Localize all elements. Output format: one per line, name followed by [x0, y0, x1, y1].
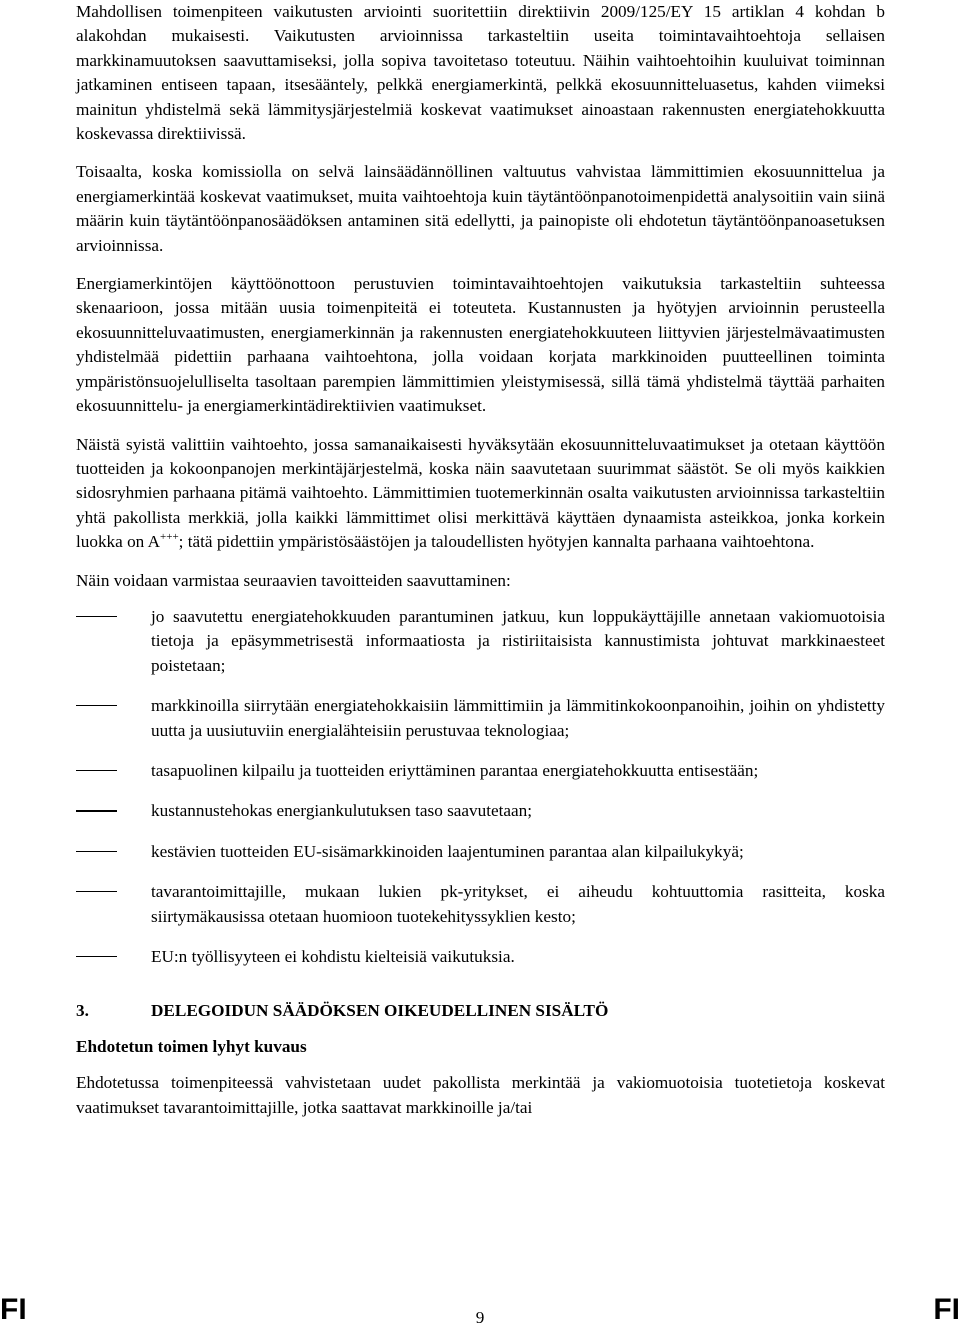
objectives-list [76, 605, 885, 969]
dash-bullet [76, 705, 117, 706]
dash-bullet [76, 851, 117, 852]
paragraph-energy-label-options: Energiamerkintöjen käyttöönottoon perustuvien toimintavaihtoehtojen vaikutuksia tarkasteltiin suhteessa skenaarioon, jossa mitään uusia toimenpiteitä ei toteuteta. Kustannusten ja hyötyjen arvioinnin perusteella ekosuunnitteluvaatimusten, energiamerkinnän ja rakennusten energiatehokkuuteen liittyvien järjestelmävaatimusten yhdistelmää pidettiin parhaana vaihtoehtona, jolla voidaan korjata markkinoiden puutteellinen toiminta ympäristönsuojelulliselta tasoltaan parempien lämmittimien yleistymisessä, sillä tämä yhdistelmä täyttää parhaiten ekosuunnittelu- ja energiamerkintädirektiivien vaatimukset. [76, 274, 885, 416]
paragraph-legal-mandate: Toisaalta, koska komissiolla on selvä lainsäädännöllinen valtuutus vahvistaa lämmittimien ekosuunnittelua ja energiamerkintää koskevat vaatimukset, muita vaihtoehtoja kuin täytäntöönpanotoimenpidettä analysoitiin vain siinä määrin kuin täytäntöönpanosäädöksen antaminen sitä edellytti, ja painopiste oli ehdotetun täytäntöönpanoasetuksen arvioinnissa. [76, 162, 885, 255]
list-item [76, 759, 885, 783]
list-item-text: tavarantoimittajille, mukaan lukien pk-yritykset, ei aiheudu kohtuuttomia rasitteita, koska siirtymäkausissa otetaan huomioon tuotekehityssyklien kesto; [151, 882, 885, 926]
list-item [76, 945, 885, 969]
list-item-text: kustannustehokas energiankulutuksen taso saavutetaan; [151, 801, 533, 821]
paragraph-chosen-option-part2: ; tätä pidettiin ympäristösäästöjen ja taloudellisten hyötyjen kannalta parhaana vaihtoehtona. [178, 532, 815, 552]
paragraph-proposal-description: Ehdotetussa toimenpiteessä vahvistetaan uudet pakollista merkintää ja vakiomuotoisia tuotetietoja koskevat vaatimukset tavarantoimittajille, jotka saattavat markkinoille ja/tai [76, 1073, 885, 1117]
dash-bullet [76, 616, 117, 617]
list-item-text: EU:n työllisyyteen ei kohdistu kielteisiä vaikutuksia. [151, 947, 515, 966]
label-class-superscript: +++ [160, 531, 179, 544]
section-heading [76, 999, 885, 1023]
list-item [76, 694, 885, 743]
paragraph-impact-assessment: Mahdollisen toimenpiteen vaikutusten arviointi suoritettiin direktiivin 2009/125/EY 15 artiklan 4 kohdan b alakohdan mukaisesti. Vaikutusten arvioinnissa tarkasteltiin useita toimintavaihtoehtoja sellaisen markkinamuutoksen saavuttamiseksi, jolla sopiva tavoitetaso toteutuu. Näihin vaihtoehtoihin kuuluivat toiminnan jatkaminen entiseen tapaan, itsesääntely, pelkkä energiamerkintä, pelkkä ekosuunnitteluasetus, kahden viimeksi mainitun yhdistelmä sekä lämmitysjärjestelmiä koskevat vaatimukset ainoastaan rakennusten energiatehokkuutta koskevassa direktiivissä. [76, 2, 885, 144]
list-item-text: jo saavutettu energiatehokkuuden parantuminen jatkuu, kun loppukäyttäjille annetaan vakiomuotoisia tietoja ja epäsymmetrisestä informaatiosta ja ristiriitaisista kannustimista johtuvat markkinaesteet poistetaan; [151, 606, 885, 675]
section-title: DELEGOIDUN SÄÄDÖKSEN OIKEUDELLINEN SISÄLTÖ [151, 1001, 609, 1021]
list-item [76, 799, 885, 823]
language-code-right: FI [933, 1293, 960, 1326]
dash-bullet [76, 956, 117, 957]
dash-bullet [76, 891, 117, 892]
page-footer [0, 1286, 960, 1330]
dash-bullet [76, 810, 117, 811]
page-number: 9 [475, 1308, 485, 1327]
list-item [76, 880, 885, 929]
list-item [76, 840, 885, 864]
section-number: 3. [76, 1001, 89, 1021]
list-item-text: tasapuolinen kilpailu ja tuotteiden eriyttäminen parantaa energiatehokkuutta entisestään; [151, 760, 759, 780]
dash-bullet [76, 770, 117, 771]
list-item-text: markkinoilla siirrytään energiatehokkaisiin lämmittimiin ja lämmitinkokoonpanoihin, joihin on yhdistetty uutta ja uusiutuviin energialähteisiin perustuvaa teknologiaa; [151, 696, 885, 740]
list-item [76, 605, 885, 678]
paragraph-chosen-option [76, 433, 885, 555]
list-item-text: kestävien tuotteiden EU-sisämarkkinoiden laajentuminen parantaa alan kilpailukykyä; [151, 841, 744, 861]
paragraph-chosen-option-part1: Näistä syistä valittiin vaihtoehto, jossa samanaikaisesti hyväksytään ekosuunnitteluvaatimukset ja otetaan käyttöön tuotteiden ja kokoonpanojen merkintäjärjestelmä, koska näin saavutetaan suurimmat säästöt. Se oli myös kaikkien sidosryhmien parhaana pitämä vaihtoehto. Lämmittimien tuotemerkinnän osalta vaikutusten arvioinnissa tarkasteltiin yhtä pakollista merkkiä, jolla kaikki lämmittimet olisi merkittävä käyttäen dynaamista asteikkoa, jonka korkein luokka on A [76, 434, 885, 552]
subheading: Ehdotetun toimen lyhyt kuvaus [76, 1037, 307, 1057]
language-code-left: FI [0, 1293, 27, 1326]
paragraph-objectives-intro: Näin voidaan varmistaa seuraavien tavoitteiden saavuttaminen: [76, 570, 511, 590]
document-page [76, 0, 885, 1120]
